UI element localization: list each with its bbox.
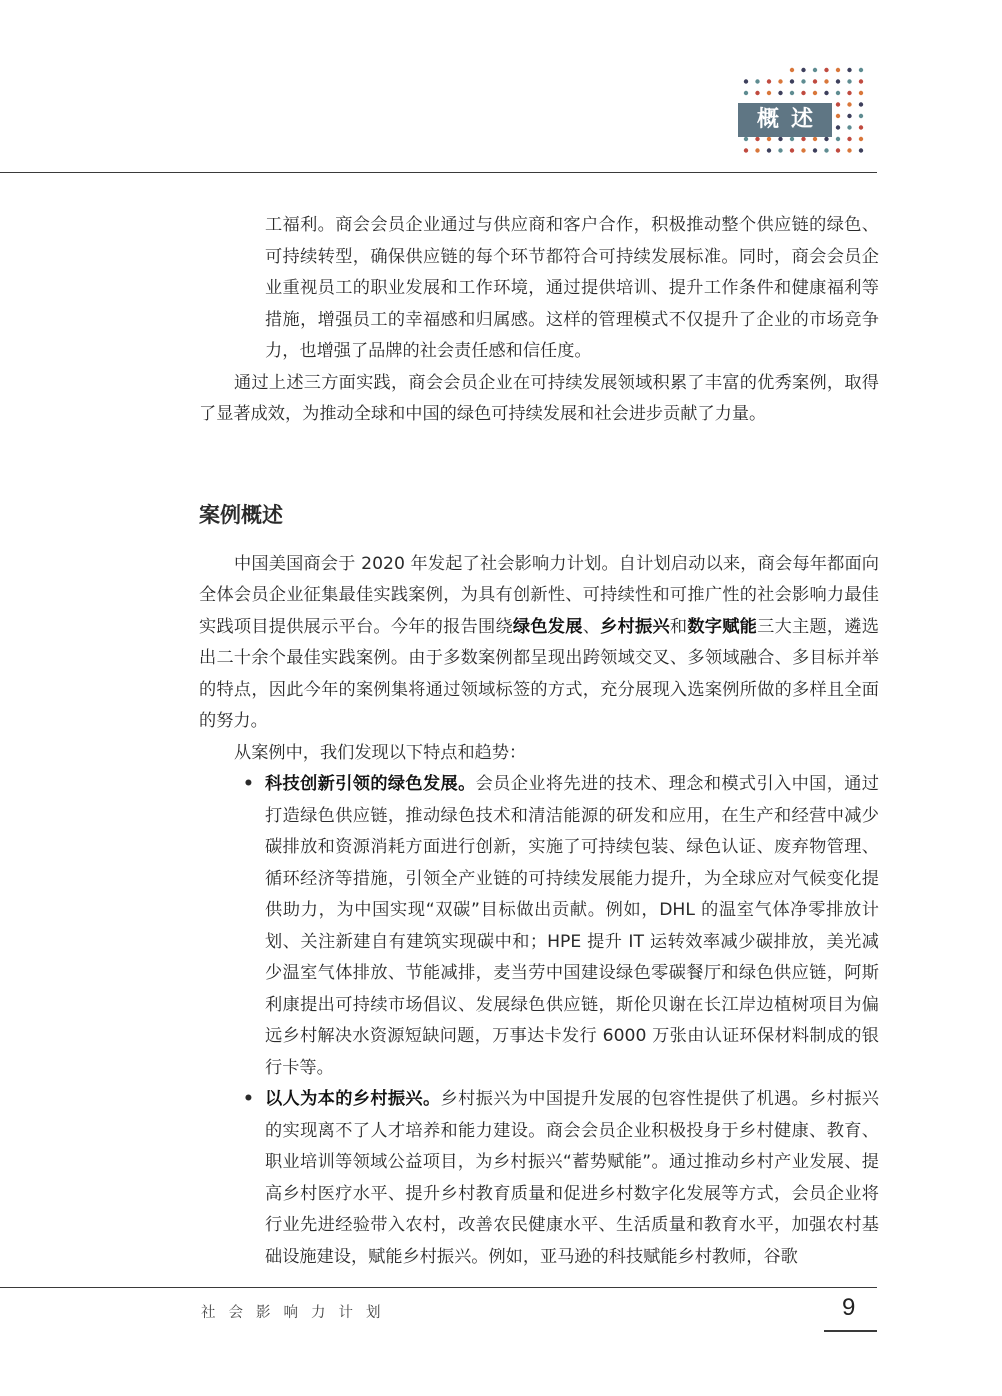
footer-divider — [0, 1287, 877, 1288]
decorative-dot — [836, 125, 840, 129]
page-number-underline — [824, 1330, 877, 1332]
decorative-dot — [755, 91, 759, 95]
decorative-dot — [755, 148, 759, 152]
decorative-dot — [778, 79, 782, 83]
paragraph-overview — [199, 549, 879, 738]
decorative-dot — [778, 148, 782, 152]
paragraph-trends-intro: 从案例中，我们发现以下特点和趋势： — [234, 742, 527, 763]
footer-title: 社会影响力计划 — [201, 1305, 394, 1321]
bullet-item-rural — [199, 1084, 879, 1273]
decorative-dot — [801, 79, 805, 83]
decorative-dot — [859, 102, 863, 106]
decorative-dot — [859, 125, 863, 129]
decorative-dot — [859, 79, 863, 83]
decorative-dot — [836, 148, 840, 152]
decorative-dot — [767, 91, 771, 95]
decorative-dot — [859, 137, 863, 141]
section-label-tab: 概述 — [738, 103, 832, 137]
bullet-marker: • — [243, 1089, 254, 1109]
decorative-dot — [744, 137, 748, 141]
decorative-dot — [790, 68, 794, 72]
page-number: 9 — [842, 1294, 856, 1321]
decorative-dot — [813, 91, 817, 95]
decorative-dot — [813, 137, 817, 141]
text-run: 三大主题，遴选出二十余个最佳实践案例。由于多数案例都呈现出跨领域交叉、多领域融合、多目标并举的特点，因此今年的案例集将通过领域标签的方式，充分展现入选案例所做的多样且全面的努力。 — [199, 616, 879, 731]
decorative-dot — [859, 114, 863, 118]
decorative-dot — [778, 91, 782, 95]
decorative-dot — [744, 148, 748, 152]
bullet-text: 乡村振兴为中国提升发展的包容性提供了机遇。乡村振兴的实现离不了人才培养和能力建设。商会会员企业积极投身于乡村健康、教育、职业培训等领域公益项目，为乡村振兴“蓄势赋能”。通过推动乡村产业发展、提高乡村医疗水平、提升乡村教育质量和促进乡村数字化发展等方式，会员企业将行业先进经验带入农村，改善农民健康水平、生活质量和教育水平，加强农村基础设施建设，赋能乡村振兴。例如，亚马逊的科技赋能乡村教师，谷歌 — [265, 1089, 879, 1267]
highlight-green-development: 绿色发展 — [512, 616, 583, 637]
bullet-item-green — [199, 769, 879, 1084]
decorative-dot — [767, 148, 771, 152]
decorative-dot — [824, 91, 828, 95]
header-divider — [0, 172, 877, 173]
decorative-dot — [755, 79, 759, 83]
decorative-dot — [824, 148, 828, 152]
text-run: 、 — [582, 616, 601, 637]
decorative-dot — [755, 137, 759, 141]
bullet-text: 会员企业将先进的技术、理念和模式引入中国，通过打造绿色供应链，推动绿色技术和清洁能源的研发和应用，在生产和经营中减少碳排放和资源消耗方面进行创新，实施了可持续包装、绿色认证、废弃物管理、循环经济等措施，引领全产业链的可持续发展能力提升，为全球应对气候变化提供助力，为中国实现“双碳”目标做出贡献。例如，DHL 的温室气体净零排放计划、关注新建自有建筑实现碳中和；HPE 提升 IT 运转效率减少碳排放，美光减少温室气体排放、节能减排，麦当劳中国建设绿色零碳餐厅和绿色供应链，阿斯利康提出可持续市场倡议、发展绿色供应链，斯伦贝谢在长江岸边植树项目为偏远乡村解决水资源短缺问题，万事达卡发行 6000 万张由认证环保材料制成的银行卡等。 — [265, 774, 879, 1078]
text-run: 中国美国商会于 2020 年发起了社会影响力计划。自计划启动以来，商会每年都面向全体会员企业征集最佳实践案例，为具有创新性、可持续性和可推广性的社会影响力最佳实践项目提供展示平台。今年的报告围绕 — [199, 553, 879, 637]
decorative-dot — [778, 137, 782, 141]
bullet-title: 以人为本的乡村振兴。 — [265, 1089, 441, 1109]
decorative-dot — [801, 148, 805, 152]
decorative-dot — [790, 79, 794, 83]
decorative-dot — [801, 91, 805, 95]
decorative-dot — [847, 114, 851, 118]
decorative-dot — [847, 102, 851, 106]
decorative-dot — [767, 79, 771, 83]
decorative-dot — [836, 79, 840, 83]
decorative-dot — [813, 148, 817, 152]
decorative-dot — [813, 79, 817, 83]
decorative-dot — [859, 68, 863, 72]
decorative-dot — [801, 68, 805, 72]
decorative-dot — [847, 79, 851, 83]
decorative-dot — [801, 137, 805, 141]
decorative-dot — [836, 102, 840, 106]
decorative-dot — [824, 68, 828, 72]
decorative-dot — [790, 91, 794, 95]
decorative-dot — [847, 68, 851, 72]
decorative-dot — [744, 79, 748, 83]
decorative-dot — [847, 148, 851, 152]
highlight-digital-empowerment: 数字赋能 — [687, 616, 758, 637]
paragraph-continued: 工福利。商会会员企业通过与供应商和客户合作，积极推动整个供应链的绿色、可持续转型，确保供应链的每个环节都符合可持续发展标准。同时，商会会员企业重视员工的职业发展和工作环境，通过提供培训、提升工作条件和健康福利等措施，增强员工的幸福感和归属感。这样的管理模式不仅提升了企业的市场竞争力，也增强了品牌的社会责任感和信任度。 — [265, 215, 879, 361]
decorative-dot — [847, 125, 851, 129]
decorative-dot — [824, 137, 828, 141]
decorative-dot — [744, 91, 748, 95]
section-heading: 案例概述 — [199, 502, 283, 527]
decorative-dot — [847, 137, 851, 141]
decorative-dot — [824, 79, 828, 83]
decorative-dot — [813, 68, 817, 72]
highlight-rural-revitalization: 乡村振兴 — [600, 616, 670, 637]
bullet-marker: • — [243, 774, 254, 794]
page-content — [199, 210, 879, 1273]
decorative-dot — [847, 91, 851, 95]
decorative-dot — [790, 137, 794, 141]
decorative-dot — [836, 114, 840, 118]
decorative-dot — [859, 148, 863, 152]
decorative-dot — [767, 137, 771, 141]
decorative-dot — [859, 91, 863, 95]
bullet-title: 科技创新引领的绿色发展。 — [265, 774, 476, 794]
decorative-dot — [836, 137, 840, 141]
decorative-dot — [836, 68, 840, 72]
decorative-dot — [836, 91, 840, 95]
text-run: 和 — [669, 616, 688, 637]
decorative-dot — [790, 148, 794, 152]
paragraph-summary: 通过上述三方面实践，商会会员企业在可持续发展领域积累了丰富的优秀案例，取得了显著成效，为推动全球和中国的绿色可持续发展和社会进步贡献了力量。 — [199, 372, 879, 424]
